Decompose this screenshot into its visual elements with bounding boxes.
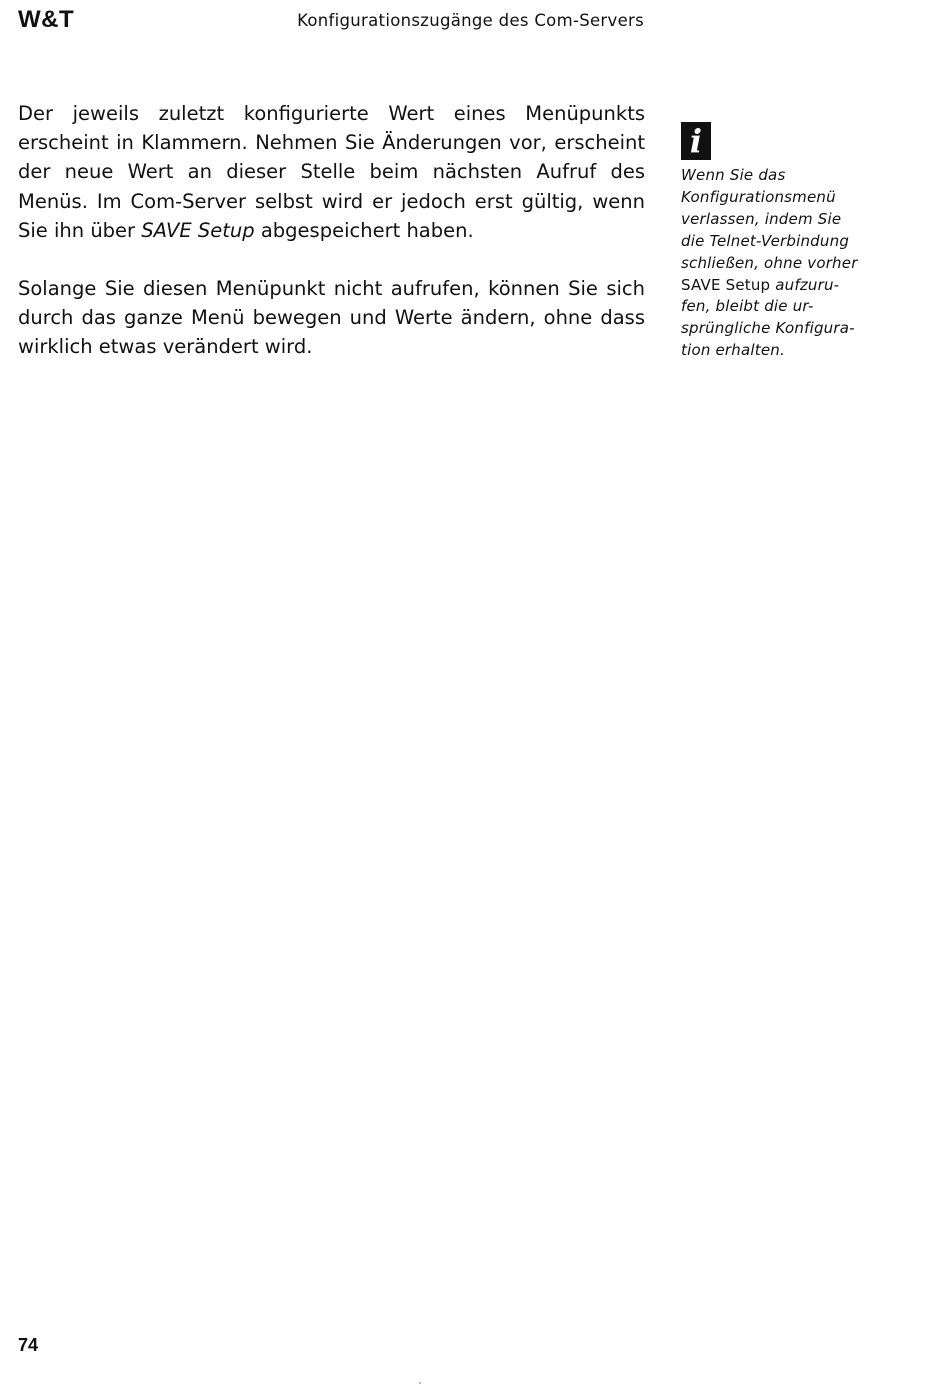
paragraph-1-text-a: Der jeweils zuletzt konfigurierte Wert eines Menüpunkts erscheint in Klammern. Nehmen Sie Änderungen vor, erscheint der neue Wert an dieser Stelle beim nächsten Aufruf des Menüs. Im Com-Server selbst wird er jedoch erst gültig, wenn Sie ihn über	[18, 102, 645, 242]
paragraph-1-text-b: abgespeichert haben.	[254, 218, 474, 242]
note-line-7: fen, bleibt die ur-	[681, 297, 814, 316]
note-line-1: Wenn Sie das	[681, 166, 786, 184]
note-line-6	[681, 275, 871, 297]
note-line-2: Konfigurationsmenü	[681, 187, 836, 206]
info-icon	[681, 122, 711, 160]
note-line-6-rest: aufzuru-	[770, 275, 840, 294]
save-setup-emphasis: SAVE Setup	[141, 218, 255, 242]
info-icon-glyph: i	[689, 122, 703, 160]
note-line-9: tion erhalten.	[681, 341, 785, 360]
note-line-4: die Telnet-Verbindung	[681, 231, 850, 250]
scan-speck	[419, 1382, 421, 1384]
note-line-8: sprüngliche Konfigura-	[681, 319, 855, 338]
page-number: 74	[18, 1335, 39, 1355]
note-line-5: schließen, ohne vorher	[681, 253, 858, 272]
note-save-setup: SAVE Setup	[681, 275, 771, 294]
main-text-column	[18, 99, 645, 362]
note-line-3: verlassen, indem Sie	[681, 209, 842, 228]
running-header-title: Konfigurationszugänge des Com-Servers	[297, 11, 644, 30]
margin-note	[681, 165, 871, 362]
paragraph-2: Solange Sie diesen Menüpunkt nicht aufrufen, können Sie sich durch das ganze Menü bewegen und Werte ändern, ohne dass wirklich etwas verändert wird.	[18, 277, 645, 359]
paragraph-1	[18, 99, 645, 245]
brand-logo: W&T	[18, 6, 75, 33]
